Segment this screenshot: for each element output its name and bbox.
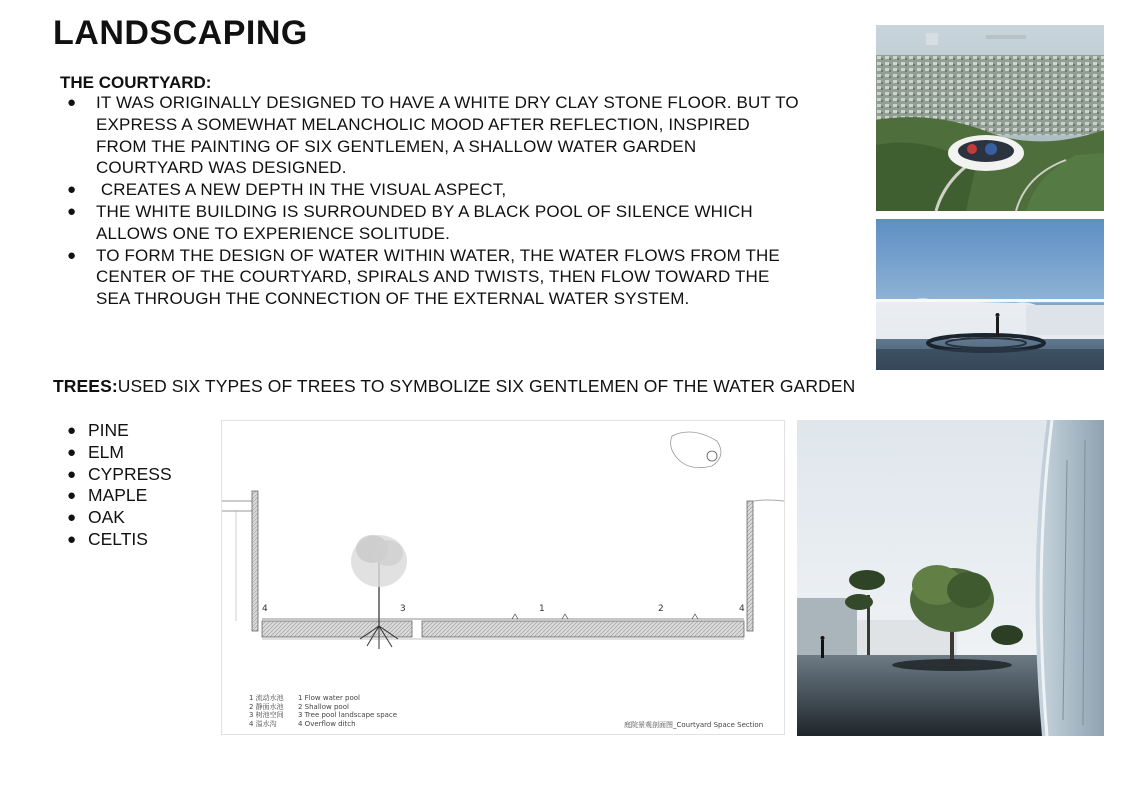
legend-item: 3 Tree pool landscape space	[298, 711, 398, 719]
bullet-icon: ●	[67, 422, 77, 439]
list-item	[60, 529, 172, 551]
water-garden-photo	[797, 420, 1104, 736]
bullet-icon: ●	[67, 181, 77, 199]
legend-item: 2 静面水池	[249, 702, 284, 711]
bullet-icon: ●	[67, 246, 77, 264]
section-number: 4	[262, 604, 268, 614]
list-item	[60, 92, 801, 179]
list-item	[60, 485, 172, 507]
legend-item: 1 流动水池	[249, 694, 284, 702]
tree-name: OAK	[88, 507, 125, 528]
section-number: 2	[658, 604, 664, 614]
list-item	[60, 201, 801, 245]
list-item	[60, 245, 796, 310]
tree-name: PINE	[88, 420, 129, 440]
tree-name: CYPRESS	[88, 463, 172, 484]
bullet-icon: ●	[67, 487, 77, 505]
bullet-icon: ●	[67, 202, 77, 220]
section-legend-english	[298, 694, 397, 728]
section-caption: 庭院景观剖面图_Courtyard Space Section	[624, 721, 764, 729]
section-number: 4	[739, 604, 745, 614]
courtyard-bullet-text: CREATES A NEW DEPTH IN THE VISUAL ASPECT,	[96, 180, 507, 200]
bullet-icon: ●	[67, 443, 77, 461]
bullet-icon: ●	[67, 94, 77, 111]
courtyard-bullet-list	[60, 92, 820, 310]
legend-item: 4 溢水沟	[249, 719, 277, 728]
tree-name: MAPLE	[88, 485, 148, 506]
tree-type-list	[60, 420, 172, 551]
tree-name: ELM	[88, 441, 124, 462]
list-item	[60, 179, 820, 201]
list-item	[60, 442, 172, 464]
courtyard-bullet-text: THE WHITE BUILDING IS SURROUNDED BY A BLACK POOL OF SILENCE WHICH ALLOWS ONE TO EXPERIENCE SOLITUDE.	[96, 201, 753, 243]
bullet-icon: ●	[67, 465, 77, 483]
legend-item: 2 Shallow pool	[298, 702, 349, 711]
reflecting-pool-photo	[876, 219, 1104, 370]
list-item	[60, 464, 172, 486]
bullet-icon: ●	[67, 530, 77, 548]
section-number: 3	[400, 604, 406, 614]
courtyard-heading: THE COURTYARD:	[60, 73, 212, 92]
aerial-site-photo	[876, 25, 1104, 211]
courtyard-bullet-text: IT WAS ORIGINALLY DESIGNED TO HAVE A WHITE DRY CLAY STONE FLOOR. BUT TO EXPRESS A SOMEWHAT MELANCHOLIC MOOD AFTER REFLECTION, INSPIRED FROM THE PAINTING OF SIX GENTLEMEN, A SHALLOW WATER GARDEN COURTYARD WAS DESIGNED.	[96, 93, 799, 178]
page-title: LANDSCAPING	[53, 14, 308, 52]
section-number: 1	[539, 604, 545, 614]
section-legend-chinese	[249, 694, 284, 728]
bullet-icon: ●	[67, 509, 77, 527]
trees-text: USED SIX TYPES OF TREES TO SYMBOLIZE SIX GENTLEMEN OF THE WATER GARDEN	[117, 376, 856, 396]
trees-label: TREES:	[53, 376, 118, 396]
tree-name: CELTIS	[88, 528, 148, 549]
courtyard-section-drawing	[221, 420, 785, 735]
list-item	[60, 420, 172, 442]
legend-item: 1 Flow water pool	[298, 694, 361, 702]
list-item	[60, 507, 172, 529]
legend-item: 3 树池空间	[249, 711, 284, 719]
trees-statement	[53, 376, 855, 397]
courtyard-bullet-text: TO FORM THE DESIGN OF WATER WITHIN WATER, THE WATER FLOWS FROM THE CENTER OF THE COURTYARD, SPIRALS AND TWISTS, THEN FLOW TOWARD THE SEA THROUGH THE CONNECTION OF THE EXTERNAL WATER SYSTEM.	[96, 245, 780, 309]
legend-item: 4 Overflow ditch	[298, 719, 356, 728]
